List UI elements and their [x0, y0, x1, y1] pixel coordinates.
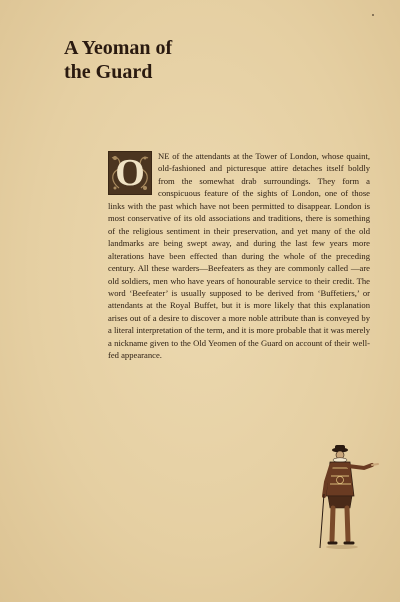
paper-speck	[372, 14, 374, 16]
page-title-line-2: the Guard	[64, 61, 153, 83]
dropcap-letter: O	[115, 152, 145, 194]
ornate-initial-o-icon	[108, 151, 152, 195]
body-text: NE of the attendants at the Tower of London, whose quaint, old-fashioned and picturesque attire detaches itself boldly from the somewhat drab surroundings. They form a conspicuous feature of the sights of London, one of those links with the past which have not been permitted to disappear. London is most conservative of its old associations and traditions, there is something of the religious sentiment in their preservation, and yet many of the old landmarks are being swept away, and during the last few years more alterations have been effected than during the whole of the preceding century. All these warders—Beefeaters as they are commonly called —are old soldiers, men who have years of honourable service to their credit. The word ‘Beefeater’ is usually supposed to be derived from ‘Buffetiers,’ or attendants at the Royal Buffet, but it is more likely that this explanation arises out of a desire to discover a more noble attribute than is conveyed by a literal interpretation of the term, and it is more probable that it was merely a nickname given to the Old Yeomen of the Guard on account of their well-fed appearance.	[108, 151, 370, 361]
page-title	[64, 36, 324, 84]
beefeater-figure-icon	[318, 444, 380, 552]
body-paragraph	[108, 150, 370, 362]
page-title-line-1: A Yeoman of	[64, 37, 173, 59]
